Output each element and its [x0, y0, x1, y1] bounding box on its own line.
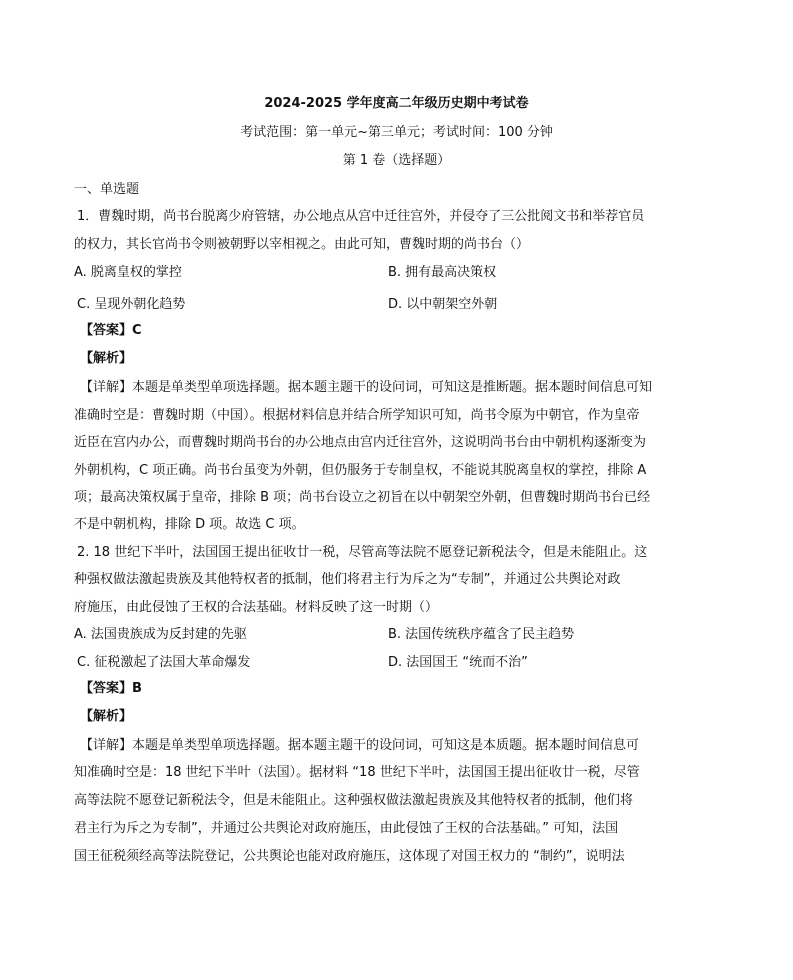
q1-stem-line-2: 的权力，其长官尚书令则被朝野以宰相视之。由此可知，曹魏时期的尚书台（） [74, 237, 530, 252]
q2-detail-line-1: 【详解】本题是单类型单项选择题。据本题主题干的设问词，可知这是本质题。据本题时间信息可 [80, 738, 640, 753]
q2-detail-line-4: 君主行为斥之为专制”，并通过公共舆论对政府施压，由此侵蚀了王权的合法基础。” 可知，法国 [74, 821, 619, 836]
exam-title: 2024-2025 学年度高二年级历史期中考试卷 [264, 96, 529, 111]
q2-detail-line-3: 高等法院不愿登记新税法令，但是未能阻止。这种强权做法激起贵族及其他特权者的抵制，他们将 [74, 793, 634, 808]
q1-stem-line-1: 1．曹魏时期，尚书台脱离少府管辖，办公地点从宫中迁往宫外，并侵夺了三公批阅文书和举荐官员 [77, 209, 645, 224]
answer-tag: 【答案】 [80, 323, 133, 338]
q2-option-a: A. 法国贵族成为反封建的先驱 [74, 627, 247, 642]
q1-option-b: B. 拥有最高决策权 [388, 265, 497, 280]
exam-range: 考试范围：第一单元~第三单元；考试时间：100 分钟 [240, 125, 553, 140]
q1-answer [80, 322, 728, 340]
q1-analysis-tag [80, 350, 728, 368]
q1-detail-line-3: 近臣在宫内办公，而曹魏时期尚书台的办公地点由宫内迁往宫外，这说明尚书台由中朝机构逐渐变为 [74, 435, 647, 450]
q2-answer [80, 680, 728, 698]
q2-option-d: D. 法国国王 “统而不治” [388, 655, 528, 670]
analysis-tag: 【解析】 [80, 709, 133, 724]
volume-heading: 第 1 卷（选择题） [342, 153, 451, 168]
q2-detail-line-2: 知准确时空是：18 世纪下半叶（法国）。据材料 “18 世纪下半叶，法国国王提出征收廿一税，尽管 [74, 765, 640, 780]
q1-detail-line-1: 【详解】本题是单类型单项选择题。据本题主题干的设问词，可知这是推断题。据本题时间信息可知 [80, 380, 653, 395]
section-heading: 一、单选题 [74, 182, 140, 197]
answer-tag: 【答案】 [80, 681, 133, 696]
q1-option-a: A. 脱离皇权的掌控 [74, 265, 182, 280]
q2-stem-line-1: 2. 18 世纪下半叶，法国国王提出征收廿一税，尽管高等法院不愿登记新税法令，但是未能阻止。这 [77, 545, 648, 560]
q2-detail-line-5: 国王征税须经高等法院登记，公共舆论也能对政府施压，这体现了对国王权力的 “制约”，说明法 [74, 849, 625, 864]
q1-detail-line-6: 不是中朝机构，排除 D 项。故选 C 项。 [74, 517, 305, 532]
answer-value: B [132, 681, 142, 696]
analysis-tag: 【解析】 [80, 351, 133, 366]
q2-stem-line-2: 种强权做法激起贵族及其他特权者的抵制，他们将君主行为斥之为“专制”，并通过公共舆论对政 [74, 572, 621, 587]
q2-option-b: B. 法国传统秩序蕴含了民主趋势 [388, 627, 575, 642]
q1-detail-line-4: 外朝机构，C 项正确。尚书台虽变为外朝，但仍服务于专制皇权，不能说其脱离皇权的掌控，排除 A [74, 463, 647, 478]
answer-value: C [132, 323, 142, 338]
q2-analysis-tag [80, 708, 728, 726]
q1-option-c: C. 呈现外朝化趋势 [77, 297, 186, 312]
q1-detail-line-2: 准确时空是：曹魏时期（中国）。根据材料信息并结合所学知识可知，尚书令原为中朝官，作为皇帝 [74, 408, 640, 423]
q2-stem-line-3: 府施压，由此侵蚀了王权的合法基础。材料反映了这一时期（） [74, 600, 439, 615]
q1-option-d: D. 以中朝架空外朝 [388, 297, 498, 312]
q1-detail-line-5: 项；最高决策权属于皇帝，排除 B 项；尚书台设立之初旨在以中朝架空外朝，但曹魏时期尚书台已经 [74, 490, 651, 505]
q2-option-c: C. 征税激起了法国大革命爆发 [77, 655, 251, 670]
